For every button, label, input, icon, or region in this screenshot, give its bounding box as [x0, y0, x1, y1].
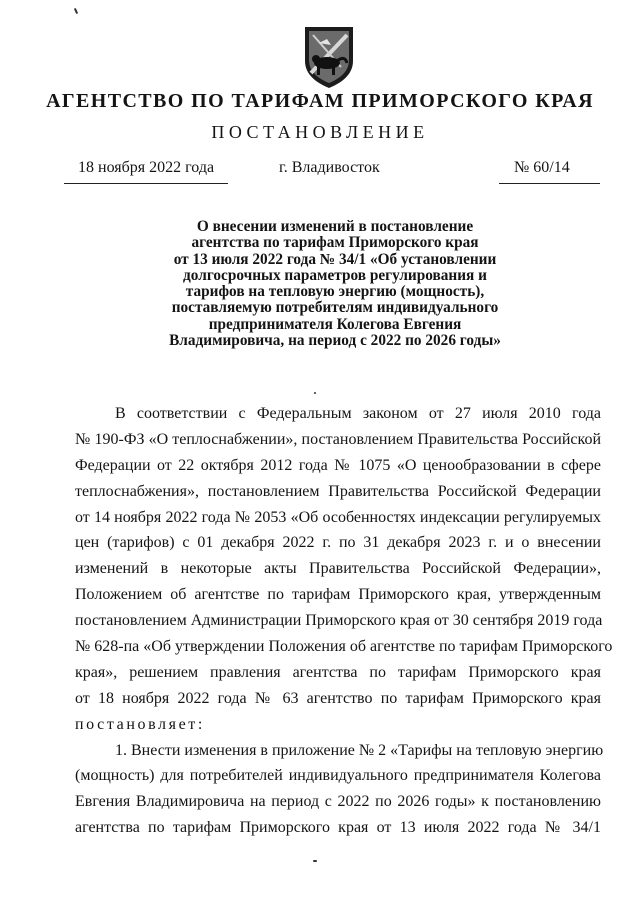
body-line: от 18 ноября 2022 года № 63 агентство по тарифам Приморского края [75, 689, 601, 707]
scan-mark [313, 860, 317, 862]
agency-title: АГЕНТСТВО ПО ТАРИФАМ ПРИМОРСКОГО КРАЯ [46, 90, 594, 112]
subject-line: от 13 июля 2022 года № 34/1 «Об установлении [173, 250, 497, 268]
body-line: № 628-па «Об утверждении Положения об агентстве по тарифам Приморского [75, 638, 613, 656]
scan-mark [74, 8, 78, 14]
body-line: (мощность) для потребителей индивидуального предпринимателя Колегова [75, 767, 601, 785]
number-underline [499, 183, 600, 184]
body-line: агентства по тарифам Приморского края от 13 июля 2022 года № 34/1 [75, 819, 601, 837]
body-line: Положением об агентстве по тарифам Приморского края, утвержденным [75, 586, 601, 604]
body-line: цен (тарифов) с 01 декабря 2022 г. по 31 декабря 2023 г. и о внесении [75, 534, 601, 552]
date-underline [64, 183, 228, 184]
subject-line: О внесении изменений в постановление [196, 218, 474, 235]
subject-line: поставляемую потребителям индивидуального [171, 299, 499, 317]
subject-line: тарифов на тепловую энергию (мощность), [185, 283, 485, 301]
subject-line: предпринимателя Колегова Евгения [208, 315, 462, 333]
body-line: В соответствии с Федеральным законом от 27 июля 2010 года [115, 405, 601, 422]
document-number: № 60/14 [514, 159, 570, 176]
coat-of-arms-icon [301, 25, 357, 89]
subject-line: агентства по тарифам Приморского края [191, 234, 479, 252]
subject-line: долгосрочных параметров регулирования и [183, 266, 487, 284]
body-line: Евгения Владимировича на период с 2022 по 2026 годы» к постановлению [75, 793, 601, 811]
body-line: 1. Внести изменения в приложение № 2 «Тарифы на тепловую энергию [115, 741, 604, 759]
document-subject [140, 219, 530, 349]
body-line: Федерации от 22 октября 2012 года № 1075 «О ценообразовании в сфере [75, 456, 601, 474]
body-line: теплоснабжения», постановлением Правительства Российской Федерации [75, 482, 601, 500]
subject-line: Владимировича, на период с 2022 по 2026 годы» [169, 332, 501, 350]
document-date: 18 ноября 2022 года [78, 159, 215, 176]
body-line: постановлением Администрации Приморского края от 30 сентября 2019 года [75, 612, 603, 630]
body-line: края», решением правления агентства по тарифам Приморского края [75, 663, 601, 681]
document-type: ПОСТАНОВЛЕНИЕ [211, 122, 429, 142]
scan-mark [314, 392, 316, 394]
document-body [75, 401, 613, 841]
resolution-keyword: постановляет: [75, 715, 205, 733]
body-line: № 190-ФЗ «О теплоснабжении», постановлением Правительства Российской [75, 430, 601, 448]
document-city: г. Владивосток [279, 159, 380, 176]
body-line: от 14 ноября 2022 года № 2053 «Об особенностях индексации регулируемых [75, 508, 601, 526]
body-line: изменений в некоторые акты Правительства Российской Федерации», [75, 560, 601, 578]
